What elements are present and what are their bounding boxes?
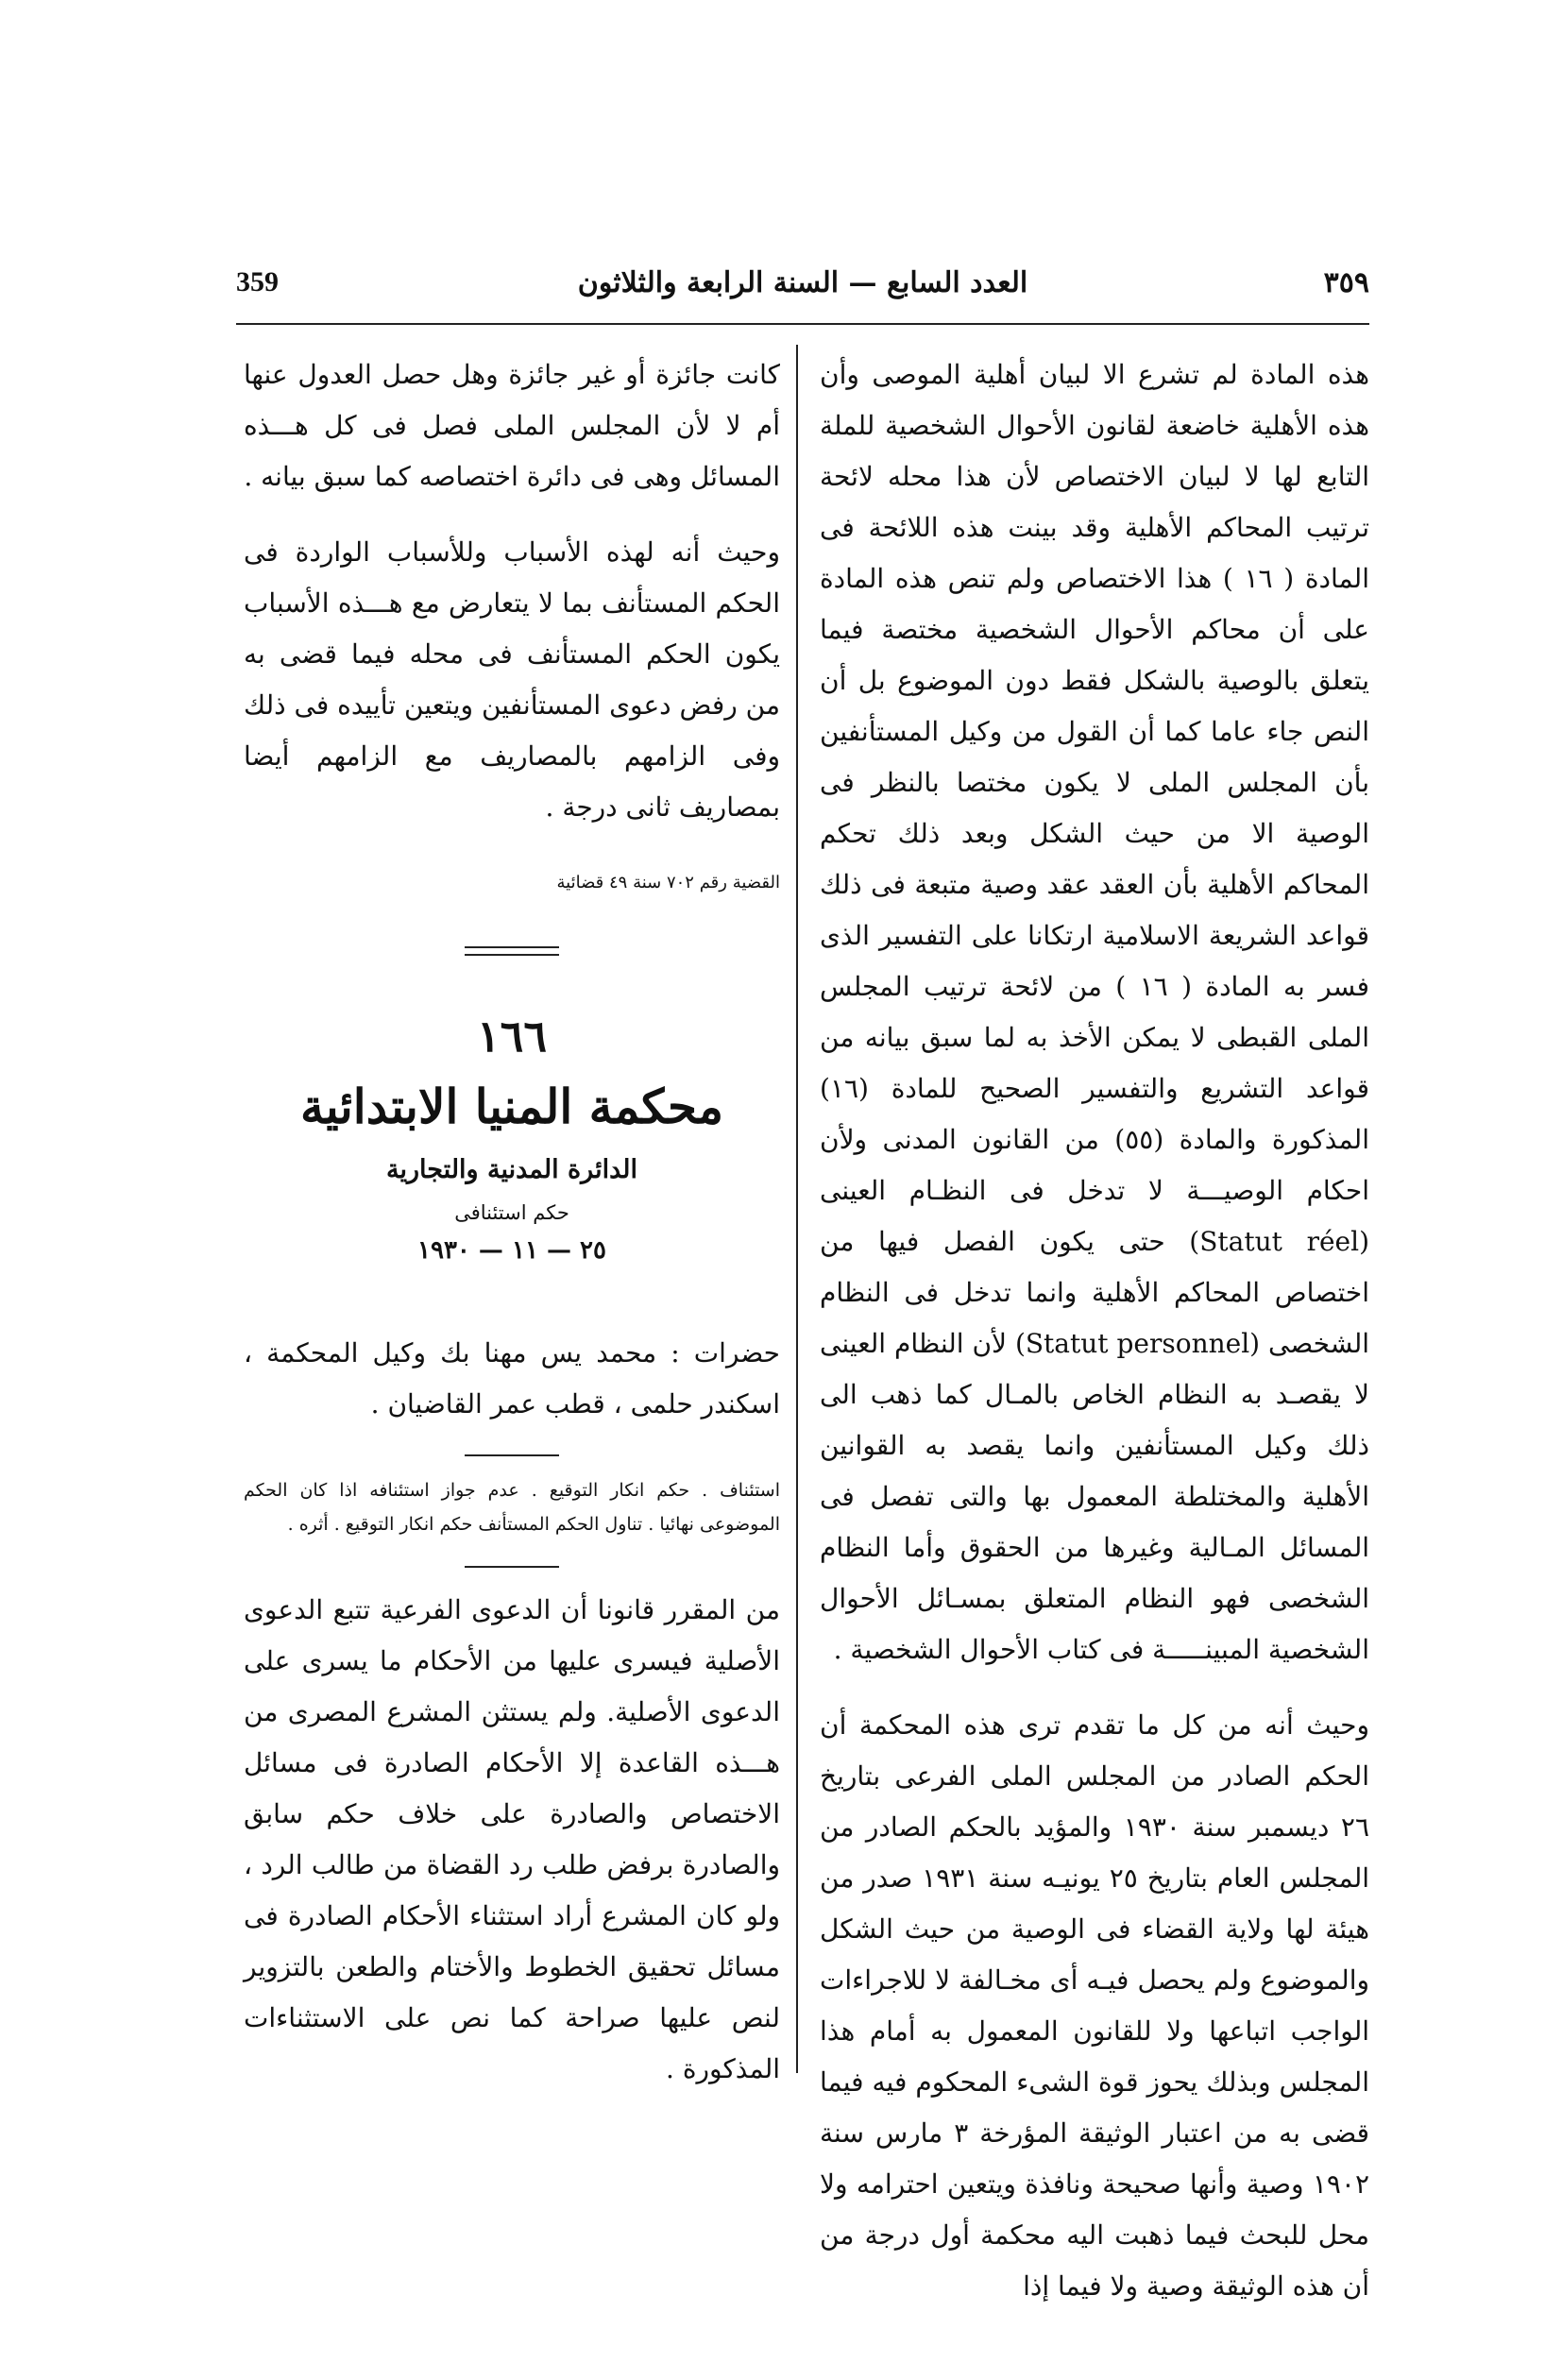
court-name: محكمة المنيا الابتدائية — [300, 1079, 723, 1134]
divider-rule — [465, 1566, 559, 1568]
paragraph: وحيث أنه لهذه الأسباب وللأسباب الواردة فى الحكم المستأنف بما لا يتعارض مع هـــذه الأسباب يكون الحكم المستأنف فى محله فيما قضى به من رفض دعوى المستأنفين ويتعين تأييده فى ذلك وفى الزامهم بالمصاريف مع الزامهم أيضا بمصاريف ثانى درجة . — [244, 536, 780, 823]
paragraph: من المقرر قانونا أن الدعوى الفرعية تتبع الدعوى الأصلية فيسرى عليها من الأحكام ما يسرى على الدعوى الأصلية. ولم يستثن المشرع المصرى من هـــذه القاعدة إلا الأحكام الصادرة فى مسائل الاختصاص والصادرة على خلاف حكم سابق والصادرة برفض طلب رد القضاة من طالب الرد ، ولو كان المشرع أراد استثناء الأحكام الصادرة فى مسائل تحقيق الخطوط والأختام والطعن بالتزوير لنص عليها صراحة كما نص على الاستثناءات المذكورة . — [244, 1594, 780, 2084]
ruling-date: ٢٥ — ١١ — ١٩٣٠ — [417, 1236, 606, 1265]
page-number-latin: 359 — [236, 266, 279, 298]
column-divider — [796, 345, 798, 2073]
page-number-arabic: ٣٥٩ — [1323, 266, 1369, 299]
headnote: استئناف . حكم انكار التوقيع . عدم جواز استئنافه اذا كان الحكم الموضوعى نهائيا . تناول الحكم المستأنف حكم انكار التوقيع . أثره . — [244, 1480, 780, 1535]
header-rule — [236, 323, 1369, 325]
paragraph: هذه المادة لم تشرع الا لبيان أهلية الموصى وأن هذه الأهلية خاضعة لقانون الأحوال الشخصية للملة التابع لها لا لبيان الاختصاص لأن هذا محله لائحة ترتيب المحاكم الأهلية وقد بينت هذه اللائحة فى المادة ( ١٦ ) هذا الاختصاص ولم تنص هذه المادة على أن محاكم الأحوال الشخصية مختصة فيما يتعلق بالوصية بالشكل فقط دون الموضوع بل أن النص جاء عاما كما أن القول من وكيل المستأنفين بأن المجلس الملى لا يكون مختصا بالنظر فى الوصية الا من حيث الشكل وبعد ذلك تحكم المحاكم الأهلية بأن العقد عقد وصية متبعة فى ذلك قواعد الشريعة الاسلامية ارتكانا على التفسير الذى فسر به المادة ( ١٦ ) من لائحة ترتيب المجلس الملى القبطى لا يمكن الأخذ به لما سبق بيانه من قواعد التشريع والتفسير الصحيح للمادة (١٦) المذكورة والمادة (٥٥) من القانون المدنى ولأن احكام الوصيـــة لا تدخل فى النظـام العينى (Statut réel) حتى يكون الفصل فيها من اختصاص المحاكم الأهلية وانما تدخل فى النظام الشخصى (Statut personnel) لأن النظام العينى لا يقصـد به النظام الخاص بالمـال كما ذهب الى ذلك وكيل المستأنفين وانما يقصد به القوانين الأهلية والمختلطة المعمول بها والتى تفصل فى المسائل المـالية وغيرها من الحقوق وأما النظام الشخصى فهو النظام المتعلق بمسـائل الأحوال الشخصية المبينـــــة فى كتاب الأحوال الشخصية . — [820, 359, 1370, 1665]
section-divider — [465, 946, 559, 956]
circuit-name: الدائرة المدنية والتجارية — [385, 1155, 637, 1184]
paragraph: كانت جائزة أو غير جائزة وهل حصل العدول عنها أم لا لأن المجلس الملى فصل فى كل هـــذه المسائل وهى فى دائرة اختصاصه كما سبق بيانه . — [244, 359, 780, 492]
running-title: العدد السابع — السنة الرابعة والثلاثون — [577, 266, 1028, 299]
case-reference: القضية رقم ٧٠٢ سنة ٤٩ قضائية — [556, 873, 780, 892]
page-header — [236, 266, 1369, 314]
attendance: حضرات : محمد يس مهنا بك وكيل المحكمة ، اسكندر حلمى ، قطب عمر القاضيان . — [244, 1337, 780, 1420]
paragraph: وحيث أنه من كل ما تقدم ترى هذه المحكمة أن الحكم الصادر من المجلس الملى الفرعى بتاريخ ٢٦ ديسمبر سنة ١٩٣٠ والمؤيد بالحكم الصادر من المجلس العام بتاريخ ٢٥ يونيـه سنة ١٩٣١ صدر من هيئة لها ولاية القضاء فى الوصية من حيث الشكل والموضوع ولم يحصل فيـه أى مخـالفة لا للاجراءات الواجب اتباعها ولا للقانون المعمول به أمام هذا المجلس وبذلك يحوز قوة الشىء المحكوم فيه فيما قضى به من اعتبار الوثيقة المؤرخة ٣ مارس سنة ١٩٠٢ وصية وأنها صحيحة ونافذة ويتعين احترامه ولا محل للبحث فيما ذهبت اليه محكمة أول درجة من أن هذه الوثيقة وصية ولا فيما إذا — [820, 1709, 1369, 2302]
right-column — [820, 349, 1369, 2337]
divider-rule — [465, 1454, 559, 1456]
left-column — [244, 349, 780, 2119]
ruling-type: حكم استئنافى — [454, 1201, 569, 1224]
case-number: ١٦٦ — [476, 1011, 548, 1062]
